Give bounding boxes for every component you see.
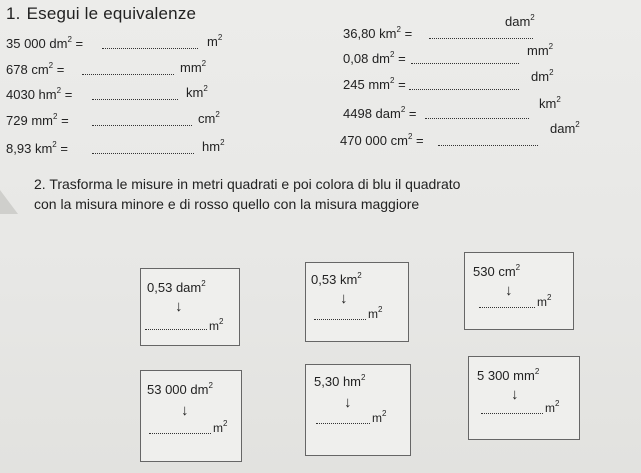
page-fold-shadow (0, 190, 18, 214)
answer-blank[interactable] (149, 433, 211, 434)
equivalence-left-2: 678 $cm^2$ = $mm^2$ (6, 59, 207, 77)
answer-blank[interactable] (425, 118, 529, 119)
equivalence-left-4: 729 $mm^2$ = $cm^2$ (6, 110, 220, 128)
equivalence-left-5: 8,93 $km^2$ = $hm^2$ (6, 138, 225, 156)
equivalence-left-1: 35 000 $dm^2$ = $m^2$ (6, 33, 223, 51)
answer-blank[interactable] (82, 74, 174, 75)
answer-blank[interactable] (314, 319, 366, 320)
answer-blank[interactable] (411, 63, 519, 64)
answer-blank[interactable] (92, 125, 192, 126)
down-arrow-icon: ↓ (344, 394, 352, 411)
answer-blank[interactable] (479, 307, 535, 308)
answer-blank[interactable] (409, 89, 519, 90)
square-box-6[interactable]: 5 300 $mm^2$ ↓ $m^2$ (468, 356, 580, 440)
exercise-1-title (6, 4, 196, 24)
equivalence-right-4: 4498 dam$^2$ = $km^2$ (343, 95, 561, 121)
exercise-2-line-1: 2. Trasforma le misure in metri quadrati e poi colora di blu il quadrato (34, 176, 461, 192)
down-arrow-icon: ↓ (181, 402, 189, 419)
square-box-5[interactable]: 5,30 $hm^2$ ↓ $m^2$ (305, 364, 411, 456)
exercise-1-number: 1. (6, 4, 21, 23)
down-arrow-icon: ↓ (511, 386, 519, 403)
answer-blank[interactable] (102, 48, 198, 49)
equivalence-left-3: 4030 $hm^2$ = $km^2$ (6, 84, 208, 102)
square-box-3[interactable]: 530 $cm^2$ ↓ $m^2$ (464, 252, 574, 330)
equivalence-right-5: 470 000 $cm^2$ = dam$^2$ (340, 120, 580, 148)
answer-blank[interactable] (438, 145, 538, 146)
answer-blank[interactable] (92, 153, 194, 154)
answer-blank[interactable] (481, 413, 543, 414)
down-arrow-icon: ↓ (340, 290, 348, 307)
answer-blank[interactable] (92, 99, 178, 100)
equivalence-right-2: 0,08 $dm^2$ = $mm^2$ (343, 42, 554, 66)
square-box-4[interactable]: 53 000 $dm^2$ ↓ $m^2$ (140, 370, 242, 462)
exercise-1-heading: Esegui le equivalenze (26, 4, 197, 23)
square-box-2[interactable]: 0,53 $km^2$ ↓ $m^2$ (305, 262, 409, 342)
square-box-1[interactable]: 0,53 dam$^2$ ↓ $m^2$ (140, 268, 240, 346)
exercise-2-line-2: con la misura minore e di rosso quello con la misura maggiore (34, 196, 420, 212)
down-arrow-icon: ↓ (175, 298, 183, 315)
equivalence-right-3: 245 $mm^2$ = $dm^2$ (343, 68, 554, 92)
equivalence-right-1: 36,80 $km^2$ = dam$^2$ (343, 13, 535, 41)
answer-blank[interactable] (429, 38, 533, 39)
down-arrow-icon: ↓ (505, 282, 513, 299)
answer-blank[interactable] (316, 423, 370, 424)
answer-blank[interactable] (145, 329, 207, 330)
